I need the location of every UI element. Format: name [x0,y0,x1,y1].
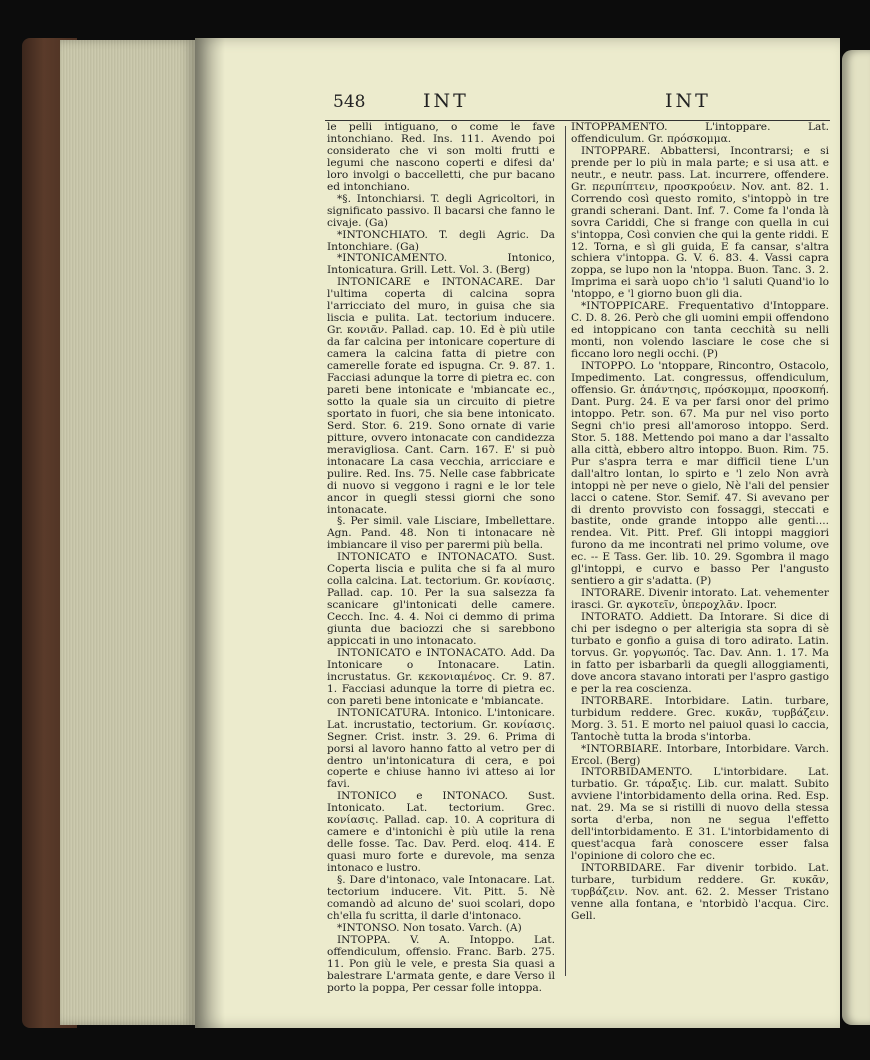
dictionary-entry: INTONICATURA. Intonico. L'intonicare. Lat. incrustatio, tectorium. Gr. κονίασις. Segner. Crist. instr. 3. 29. 6. Prima di porsi al lavoro hanno fatto al vetro per di dentro un'intonicatura di cera, e poi coperte e chiuse hanno ivi atteso ai lor favi. [327,706,555,791]
dictionary-page [195,38,840,1028]
dictionary-entry: INTORATO. Addiett. Da Intorare. Si dice di chi per isdegno o per alterigia sta sopra di sè turbato e gonfio a guisa di toro adirato. Latin. torvus. Gr. γοργωπός. Tac. Dav. Ann. 1. 17. Ma in fatto per isbarbarli da quegli alloggiamenti, dove ancora stavano intorati per l'aspro gastigo e per la rea coscienza. [571,611,829,695]
dictionary-entry: *INTORBIARE. Intorbare, Intorbidare. Varch. Ercol. (Berg) [571,742,829,767]
column-divider [565,126,566,976]
dictionary-entry: INTOPPARE. Abbattersi, Incontrarsi; e si prende per lo più in mala parte; e si usa att. e neutr., e neutr. pass. Lat. incurrere, offendere. Gr. περιπίπτειν, προσκρούειν. Nov. ant. 82. 1. Correndo così questo romito, s'intoppò in tre grandi scherani. Dant. Inf. 7. Come fa l'onda là sovra Cariddi, Che si frange con quella in cui s'intoppa, Così convien che qui la gente riddi. E 12. Torna, e sì gli guida, E fa cansar, s'altra schiera v'intoppa. G. V. 6. 83. 4. Vassi capra zoppa, se lupo non la 'ntoppa. Buon. Tanc. 3. 2. Imprima ei sarà uopo ch'io 'l saluti Quand'io lo 'ntoppo, e 'l giorno buon gli dia. [571,144,829,301]
page-header [195,90,840,120]
dictionary-entry: INTOPPA. V. A. Intoppo. Lat. offendiculum, offensio. Franc. Barb. 275. 11. Pon giù le vele, e presta Sia quasi a balestrare L'armata gente, e dare Verso il porto la poppa, Per cessar folle intoppa. [327,933,555,994]
dictionary-entry: *§. Intonchiarsi. T. degli Agricoltori, in significato passivo. Il bacarsi che fanno le civaje. (Ga) [327,192,555,229]
dictionary-entry: INTORBIDARE. Far divenir torbido. Lat. turbare, turbidum reddere. Gr. κυκᾶν, τυρβάζειν. Nov. ant. 62. 2. Messer Tristano venne alla fontana, e 'ntorbidò l'acqua. Circ. Gell. [571,862,829,922]
dictionary-entry: *INTONCHIATO. T. degli Agric. Da Intonchiare. (Ga) [327,228,555,253]
dictionary-entry: INTORARE. Divenir intorato. Lat. vehementer irasci. Gr. αγκοτεῖν, ὑπεροχλᾶν. Ipocr. [571,587,829,612]
dictionary-entry: INTONICATO e INTONACATO. Add. Da Intonicare o Intonacare. Latin. incrustatus. Gr. κεκονιαμένος. Cr. 9. 87. 1. Facciasi adunque la torre di pietra ec. con pareti bene intonicate e 'mbiancate. [327,646,555,707]
dictionary-entry: INTOPPO. Lo 'ntoppare, Rincontro, Ostacolo, Impedimento. Lat. congressus, offendiculum, offensio. Gr. ἀπάντησις, πρόσκομμα, προσκοπή. Dant. Purg. 24. E va per farsi onor del primo intoppo. Petr. son. 67. Ma pur nel viso porto Segni ch'io presi all'amoroso intoppo. Serd. Stor. 5. 188. Mettendo poi mano a dar l'assalto alla città, ebbero altro intoppo. Buon. Rim. 75. Pur s'aspra terra e mar difficil tiene L'un dall'altro lontan, lo spirto e 'l zelo Non avrà intoppi nè per neve o gielo, Nè l'ali del pensier lacci o catene. Stor. Semif. 47. Si avevano per di drento provvisto con fossaggi, steccati e bastite, onde grande intoppo alle genti.... rendea. Vit. Pitt. Pref. Gli intoppi maggiori furono da me incontrati nel primo volume, ove ec. -- E Tass. Ger. lib. 10. 29. Sgombra il mago gl'intoppi, e curvo e basso Per l'angusto sentiero a gir s'adatta. (P) [571,360,829,588]
dictionary-entry: *INTONSO. Non tosato. Varch. (A) [337,921,522,934]
dictionary-entry: §. Dare d'intonaco, vale Intonacare. Lat. tectorium inducere. Vit. Pitt. 5. Nè comandò ad alcuno de' suoi scolari, dopo ch'ella fu scritta, il darle d'intonaco. [327,874,555,922]
dictionary-entry: INTORBIDAMENTO. L'intorbidare. Lat. turbatio. Gr. τάραξις. Lib. cur. malatt. Subito avviene l'intorbidamento della orina. Red. Esp. nat. 29. Ma se si ristilli di nuovo della stessa sorta d'erba, non ne segua l'effetto dell'intorbidamento. E 31. L'intorbidamento di quest'acqua farà conoscere esser falsa l'opinione di coloro che ec. [571,766,829,863]
dictionary-entry: INTONICARE e INTONACARE. Dar l'ultima coperta di calcina sopra l'arricciato del muro, in guisa che sia liscia e pulita. Lat. tectorium inducere. Gr. κονιᾶν. Pallad. cap. 10. Ed è più utile da far calcina per intonicare coperture di camera la calcina fatta di pietre con camerelle forate ed ispugna. Cr. 9. 87. 1. Facciasi adunque la torre di pietra ec. con pareti bene intonicate e 'mbiancate ec., sotto la quale sia un circuito di pietre sportato in fuori, che sia bene intonicato. Serd. Stor. 6. 219. Sono ornate di varie pitture, ovvero intonacate con candidezza meravigliosa. Cant. Carn. 167. E' si può intonacare La casa vecchia, arricciare e pulire. Red. Ins. 75. Nelle case fabbricate di nuovo si veggono i ragni e le lor tele ancor in quegli stessi giorni che sono intonacate. [327,276,555,516]
dictionary-entry: INTONICATO e INTONACATO. Sust. Coperta liscia e pulita che si fa al muro colla calcina. Lat. tectorium. Gr. κονίασις. Pallad. cap. 10. Per la sua salsezza fa scanicare gl'intonicati delle camere. Cecch. Inc. 4. 4. Noi ci demmo di prima giunta due baciozzi che si sarebbono appiccati in uno intonacato. [327,551,555,647]
dictionary-entry: INTONICO e INTONACO. Sust. Intonicato. Lat. tectorium. Grec. κονίασις. Pallad. cap. 10. A copritura di camere e d'intonichi è più utile la rena delle fosse. Tac. Dav. Perd. eloq. 414. E quasi muro forte e durevole, ma senza intonaco e lustro. [327,790,555,875]
dictionary-entry: *INTONICAMENTO. Intonico, Intonicatura. Grill. Lett. Vol. 3. (Berg) [327,252,555,277]
facing-page-edge [842,50,870,1025]
dictionary-entry: INTORBARE. Intorbidare. Latin. turbare, turbidum reddere. Grec. κυκᾶν, τυρβάζειν. Morg. 3. 51. E morto nel paiuol quasi lo caccia, Tantochè tutta la broda s'intorba. [571,694,829,743]
page-stack-edge [60,40,195,1025]
running-head-left: INT [423,90,469,112]
dictionary-entry: *INTOPPICARE. Frequentativo d'Intoppare. C. D. 8. 26. Però che gli uomini empii offendono ed intoppicano con tanta cecchità su nelli monti, non volendo lasciare le cose che si ficcano loro negli occhi. (P) [571,300,829,361]
right-column [571,122,829,982]
dictionary-entry: le pelli intiguano, o come le fave intonchiano. Red. Ins. 111. Avendo poi considerato che vi son molti frutti e legumi che nascono coperti e difesi da' loro involgi o baccelletti, che pur bacano ed intonchiano. [327,121,555,193]
page-number: 548 [333,92,366,112]
running-head-right: INT [665,90,711,112]
spine-shadow [195,38,225,1028]
dictionary-entry: §. Per simil. vale Lisciare, Imbellettare. Agn. Pand. 48. Non ti intonacare nè imbiancare il viso per parermi più bella. [327,515,555,552]
left-column [327,121,555,994]
dictionary-entry: INTOPPAMENTO. L'intoppare. Lat. offendiculum. Gr. πρόσκομμα. [571,121,829,145]
